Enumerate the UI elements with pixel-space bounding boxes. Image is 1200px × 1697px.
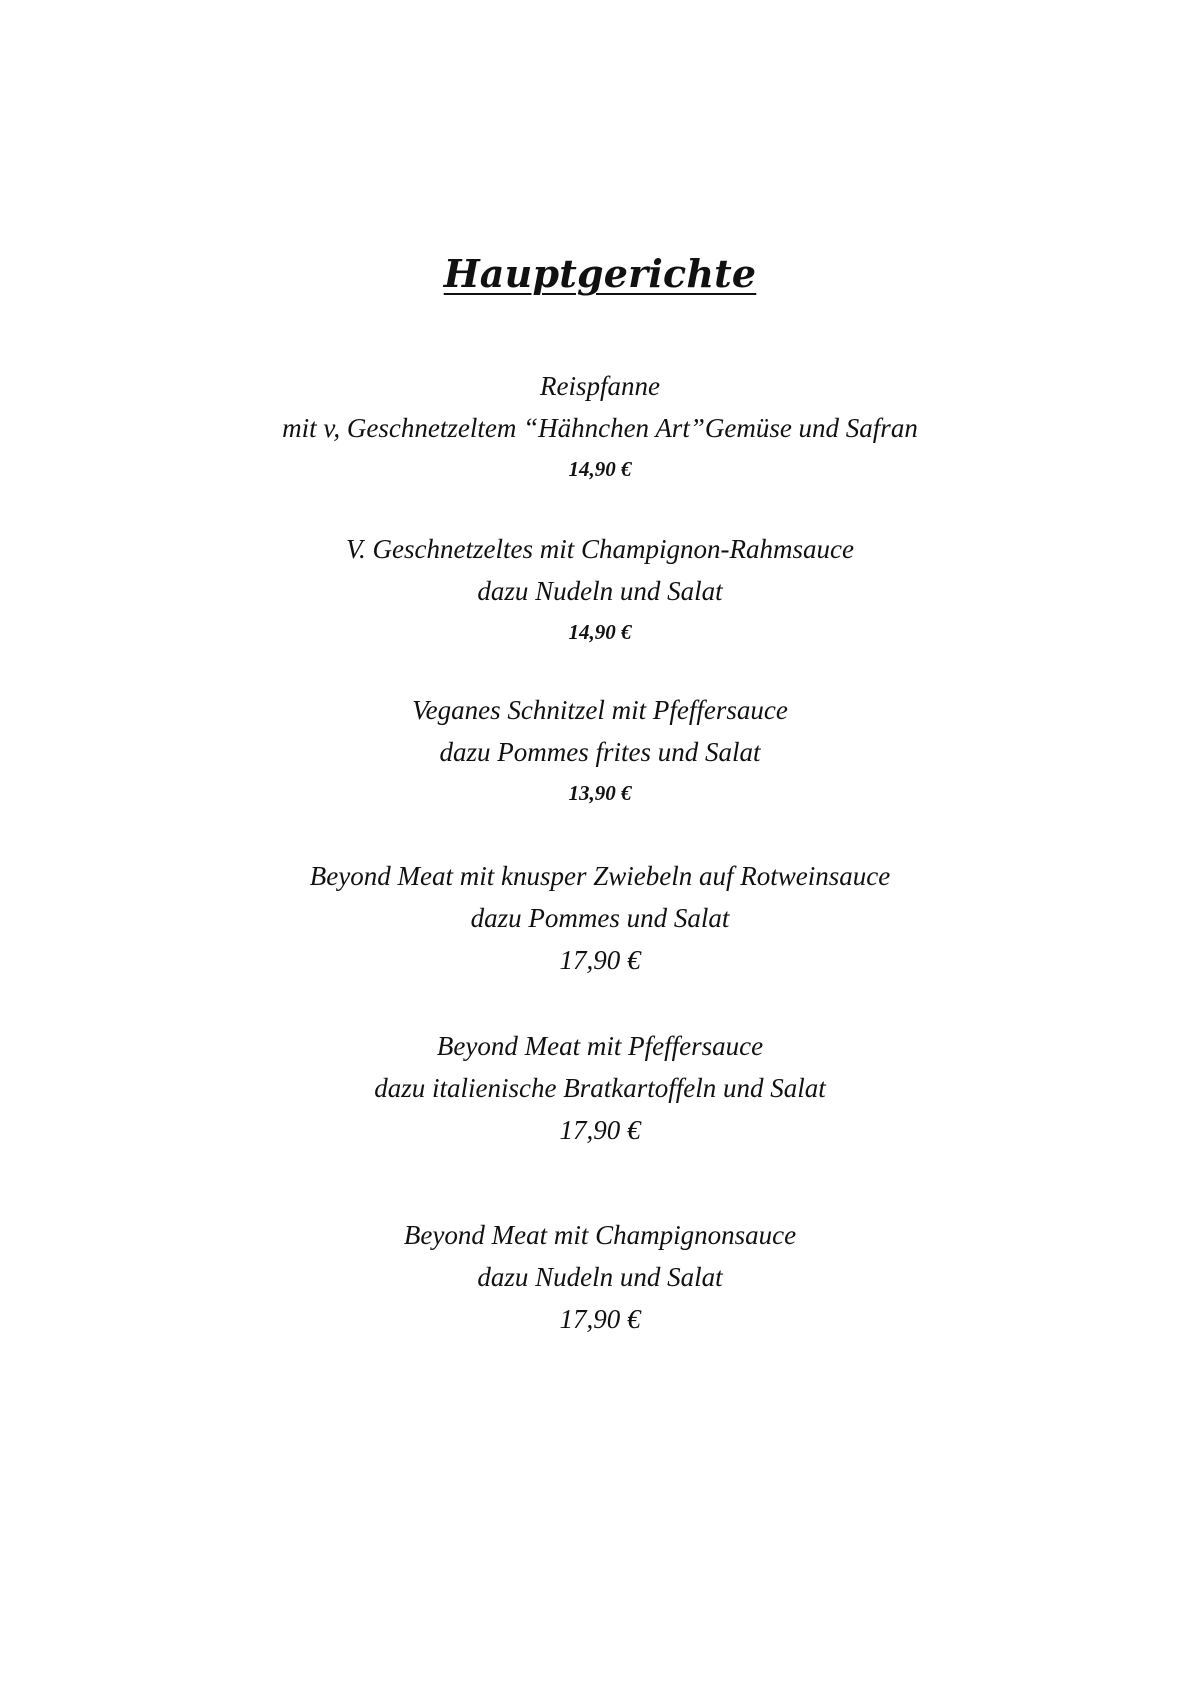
page-title: Hauptgerichte (443, 251, 757, 296)
dish-item (0, 689, 1200, 811)
dish-name: Reispfanne (540, 371, 660, 401)
dish-description: dazu Pommes frites und Salat (439, 737, 761, 767)
dish-name: Beyond Meat mit Pfeffersauce (436, 1031, 764, 1061)
dish-item (0, 855, 1200, 981)
dish-description: dazu Nudeln und Salat (477, 1262, 723, 1292)
dish-description: dazu Nudeln und Salat (477, 576, 723, 606)
dish-price: 13,90 € (568, 781, 632, 805)
dish-item (0, 365, 1200, 487)
dish-item (0, 1025, 1200, 1151)
dish-name: Veganes Schnitzel mit Pfeffersauce (412, 695, 788, 725)
dish-description: mit v, Geschnetzeltem “Hähnchen Art”Gemüse und Safran (282, 413, 918, 443)
dish-price: 14,90 € (568, 457, 632, 481)
dish-price: 17,90 € (559, 945, 641, 975)
dish-name: Beyond Meat mit Champignonsauce (403, 1220, 797, 1250)
dish-price: 14,90 € (568, 620, 632, 644)
dish-item (0, 528, 1200, 650)
dish-item (0, 1214, 1200, 1340)
dish-description: dazu italienische Bratkartoffeln und Salat (374, 1073, 826, 1103)
dish-price: 17,90 € (559, 1304, 641, 1334)
dish-price: 17,90 € (559, 1115, 641, 1145)
dish-name: Beyond Meat mit knusper Zwiebeln auf Rotweinsauce (309, 861, 891, 891)
dish-description: dazu Pommes und Salat (470, 903, 730, 933)
dish-name: V. Geschnetzeltes mit Champignon-Rahmsauce (346, 534, 854, 564)
